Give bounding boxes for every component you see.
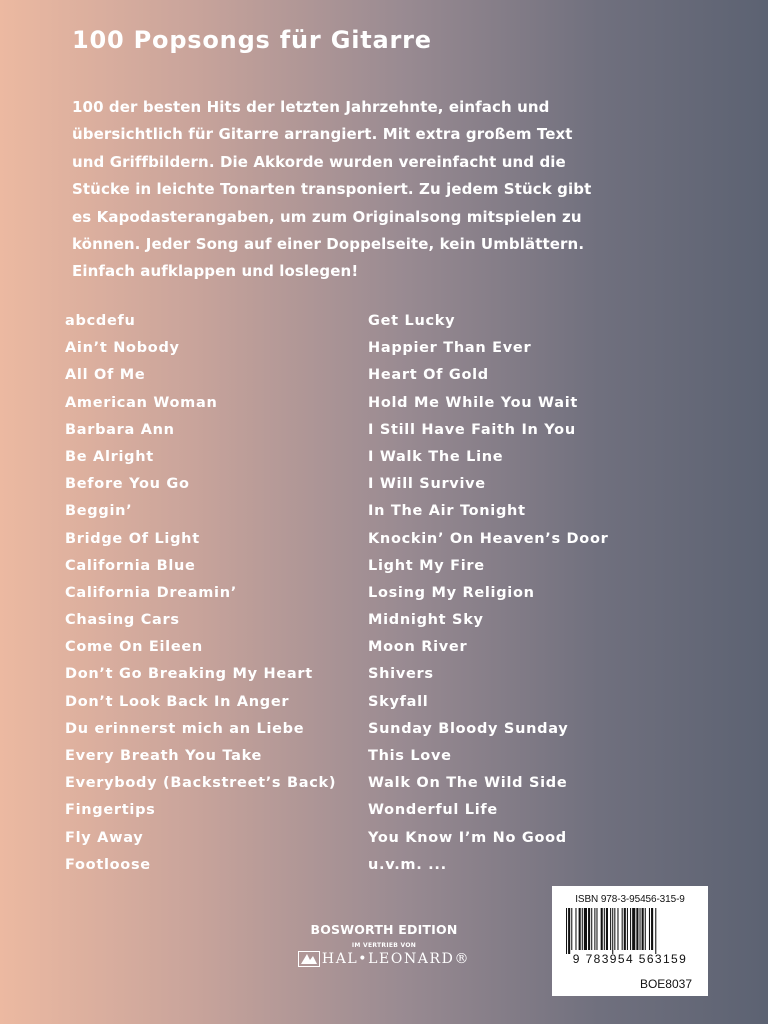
song-title: I Still Have Faith In You (368, 421, 576, 438)
isbn-barcode-box (552, 886, 708, 996)
song-title: Skyfall (368, 693, 429, 710)
barcode-bar (655, 908, 656, 954)
song-title: Midnight Sky (368, 612, 484, 629)
barcode-bar (604, 908, 605, 950)
song-title: Every Breath You Take (65, 748, 263, 764)
description-line: können. Jeder Song auf einer Doppelseite, kein Umblättern. (72, 235, 585, 254)
barcode-bar (579, 908, 581, 950)
barcode-bar (645, 908, 646, 950)
barcode-bar (651, 908, 653, 950)
description-line: übersichtlich für Gitarre arrangiert. Mit extra großem Text (72, 125, 573, 144)
song-title: Sunday Bloody Sunday (368, 720, 569, 737)
song-title: u.v.m. ... (368, 856, 447, 873)
barcode-bar (649, 908, 650, 950)
song-title: Before You Go (65, 476, 190, 493)
catalog-number: BOE8037 (639, 977, 692, 991)
song-title: I Walk The Line (368, 448, 504, 465)
song-title: In The Air Tonight (368, 503, 526, 520)
song-title: California Dreamin’ (65, 584, 237, 601)
barcode-bar (584, 908, 587, 950)
song-title: I Will Survive (368, 476, 486, 493)
publisher-block (262, 922, 506, 967)
song-title: You Know I’m No Good (368, 829, 567, 846)
song-title: Light My Fire (368, 557, 485, 574)
song-title: Get Lucky (368, 313, 456, 329)
publisher-brand-name: HAL•LEONARD® (321, 951, 471, 967)
barcode-bar (594, 908, 595, 950)
song-list-left (65, 311, 355, 882)
barcode-bar (596, 908, 597, 950)
song-title: Beggin’ (65, 503, 133, 520)
song-title: This Love (368, 748, 452, 764)
description-line: und Griffbildern. Die Akkorde wurden vereinfacht und die (72, 152, 566, 171)
song-title: Wonderful Life (368, 802, 498, 819)
barcode-bar (642, 908, 644, 950)
barcode-bar (627, 908, 628, 950)
song-title: Hold Me While You Wait (368, 394, 579, 411)
barcode-bar (575, 908, 576, 950)
song-title: Fingertips (65, 802, 156, 819)
barcode-bar (571, 908, 572, 950)
barcode-bar (624, 908, 626, 950)
song-title: Du erinnerst mich an Liebe (65, 720, 305, 737)
barcode-digits: 9 783954 563159 (572, 952, 688, 966)
song-title: Chasing Cars (65, 612, 180, 629)
barcode-bar (630, 908, 631, 950)
barcode-bar (610, 908, 611, 950)
book-title: 100 Popsongs für Gitarre (72, 26, 432, 54)
publisher-edition: BOSWORTH EDITION (310, 922, 458, 937)
song-title: Heart Of Gold (368, 367, 489, 384)
barcode-bar (636, 908, 638, 950)
song-title: Losing My Religion (368, 584, 535, 601)
barcode-bar (614, 908, 615, 950)
publisher-distribution: IM VERTRIEB VON (351, 942, 417, 949)
barcode-bar (601, 908, 603, 950)
publisher-brand (262, 951, 506, 967)
song-title: Happier Than Ever (368, 340, 532, 357)
barcode-bar (622, 908, 623, 950)
song-title: Don’t Go Breaking My Heart (65, 666, 313, 683)
song-title: Moon River (368, 639, 468, 656)
description-line: 100 der besten Hits der letzten Jahrzehnte, einfach und (72, 98, 550, 116)
song-title: Everybody (Backstreet’s Back) (65, 775, 337, 792)
song-title: Bridge Of Light (65, 530, 200, 547)
song-title: Footloose (65, 856, 151, 873)
song-title: Fly Away (65, 829, 144, 846)
song-title: Knockin’ On Heaven’s Door (368, 530, 609, 547)
barcode-bar (566, 908, 567, 954)
barcode-bar (591, 908, 592, 950)
song-title: California Blue (65, 557, 196, 574)
barcode-bar (568, 908, 570, 954)
song-title: Come On Eileen (65, 639, 203, 656)
song-title: American Woman (65, 394, 218, 411)
description-line: Stücke in leichte Tonarten transponiert. Zu jedem Stück gibt (72, 180, 592, 199)
barcode-bar (582, 908, 583, 950)
song-list-right (368, 311, 658, 882)
description-line: es Kapodasterangaben, um zum Originalsong mitspielen zu (72, 207, 582, 226)
song-title: Walk On The Wild Side (368, 775, 568, 792)
song-title: Shivers (368, 666, 434, 683)
song-title: Don’t Look Back In Anger (65, 693, 290, 710)
hal-leonard-logo-icon (298, 951, 320, 967)
song-title: All Of Me (65, 367, 146, 384)
song-title: Ain’t Nobody (65, 340, 180, 357)
description-line: Einfach aufklappen und loslegen! (72, 262, 359, 281)
barcode-bar (617, 908, 618, 950)
barcode-bar (640, 908, 641, 950)
barcode-bar (606, 908, 608, 950)
barcode-bar (612, 908, 613, 954)
song-title: Barbara Ann (65, 421, 175, 438)
song-title: abcdefu (65, 313, 136, 329)
barcode-icon (564, 908, 696, 954)
barcode-bar (632, 908, 635, 950)
song-title: Be Alright (65, 448, 154, 465)
barcode-bar (588, 908, 590, 950)
description (72, 94, 592, 286)
isbn-label: ISBN 978-3-95456-315-9 (575, 894, 685, 905)
